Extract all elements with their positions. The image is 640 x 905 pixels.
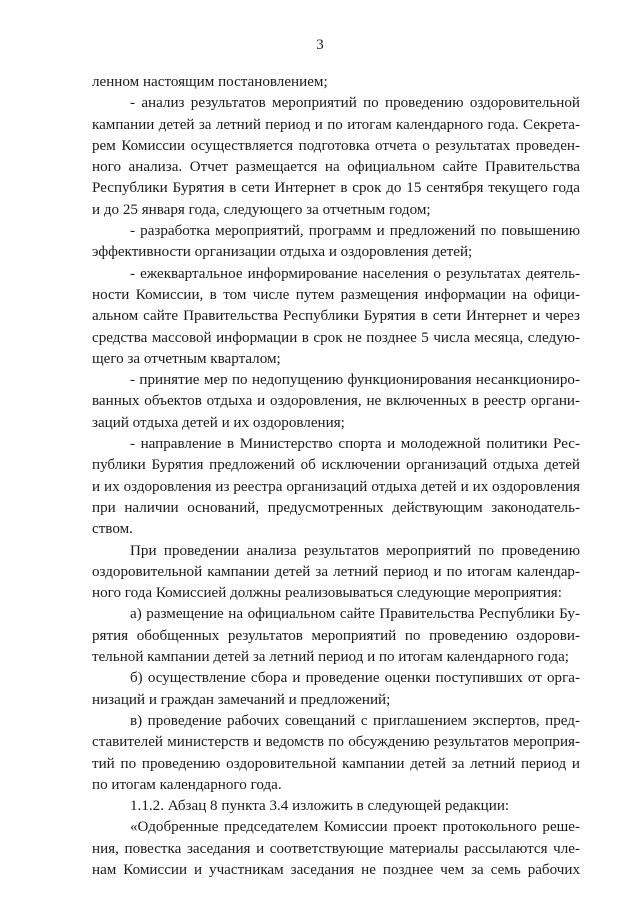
text-line: щего за отчетным кварталом; (92, 350, 281, 367)
text-line: 1.1.2. Абзац 8 пункта 3.4 изложить в следующей редакции: (130, 798, 510, 815)
text-line: - ежеквартальное информирование населения о результатах деятель- (130, 265, 580, 282)
text-line: заций отдыха детей и их оздоровления; (92, 414, 345, 431)
text-line: «Одобренные председателем Комиссии проект протокольного реше- (130, 819, 580, 836)
paragraph (92, 221, 580, 264)
text-line: - направление в Министерство спорта и молодежной политики Рес- (130, 436, 580, 453)
text-line: ного года Комиссией должны реализовываться следующие мероприятия: (92, 585, 562, 602)
text-line: в) проведение рабочих совещаний с приглашением экспертов, пред- (130, 712, 580, 729)
text-line: кампании детей за летний период и по итогам календарного года. Секрета- (92, 116, 580, 133)
page-number: 3 (316, 37, 324, 53)
text-line: При проведении анализа результатов мероприятий по проведению (130, 542, 580, 559)
paragraph (92, 434, 580, 540)
text-line: а) размещение на официальном сайте Правительства Республики Бу- (130, 606, 580, 623)
paragraph (92, 264, 580, 370)
text-line: тий по проведению оздоровительной кампании детей за летний период и (92, 755, 580, 772)
text-line: ленном настоящим постановлением; (92, 74, 328, 90)
document-body (92, 72, 580, 881)
text-line: при наличии оснований, предусмотренных действующим законодатель- (92, 499, 580, 516)
text-line: ством. (92, 521, 133, 538)
text-line: альном сайте Правительства Республики Бурятия в сети Интернет и через (92, 308, 580, 325)
text-line: публики Бурятия предложений об исключении организаций отдыха детей (92, 457, 580, 474)
paragraph (92, 370, 580, 434)
text-line: Республики Бурятия в сети Интернет в срок до 15 сентября текущего года (92, 180, 580, 197)
text-line: и их оздоровления из реестра организаций отдыха детей и их оздоровления (92, 478, 580, 495)
text-line: и до 25 января года, следующего за отчетным годом; (92, 201, 431, 218)
paragraph (92, 711, 580, 796)
text-line: по итогам календарного года. (92, 776, 282, 793)
paragraph (92, 604, 580, 668)
text-line: ного анализа. Отчет размещается на официальном сайте Правительства (92, 159, 580, 176)
text-line: - анализ результатов мероприятий по проведению оздоровительной (130, 95, 580, 112)
text-line: низаций и граждан замечаний и предложений; (92, 691, 391, 708)
text-line: б) осуществление сбора и проведение оценки поступивших от орга- (130, 670, 580, 687)
paragraph (92, 817, 580, 881)
paragraph (92, 72, 580, 93)
paragraph (92, 668, 580, 711)
paragraph (92, 541, 580, 605)
text-line: эффективности организации отдыха и оздоровления детей; (92, 244, 473, 261)
text-line: рем Комиссии осуществляется подготовка отчета о результатах проведен- (92, 137, 580, 154)
text-line: тельной кампании детей за летний период и по итогам календарного года; (92, 649, 569, 666)
text-line: ванных объектов отдыха и оздоровления, не включенных в реестр органи- (92, 393, 580, 410)
text-line: ности Комиссии, в том числе путем размещения информации на офици- (92, 286, 580, 303)
paragraph (92, 796, 580, 817)
text-line: - разработка мероприятий, программ и предложений по повышению (130, 223, 580, 240)
text-line: - принятие мер по недопущению функционирования несанкциониро- (130, 372, 580, 389)
text-line: средства массовой информации в срок не позднее 5 числа месяца, следую- (92, 329, 580, 346)
text-line: ставителей министерств и ведомств по обсуждению результатов мероприя- (92, 734, 580, 751)
text-line: нам Комиссии и участникам заседания не позднее чем за семь рабочих (92, 861, 580, 878)
text-line: оздоровительной кампании детей за летний период и по итогам календар- (92, 563, 580, 580)
paragraph (92, 93, 580, 221)
text-line: рятия обобщенных результатов мероприятий по проведению оздорови- (92, 627, 580, 644)
text-line: ния, повестка заседания и соответствующие материалы рассылаются чле- (92, 840, 580, 857)
